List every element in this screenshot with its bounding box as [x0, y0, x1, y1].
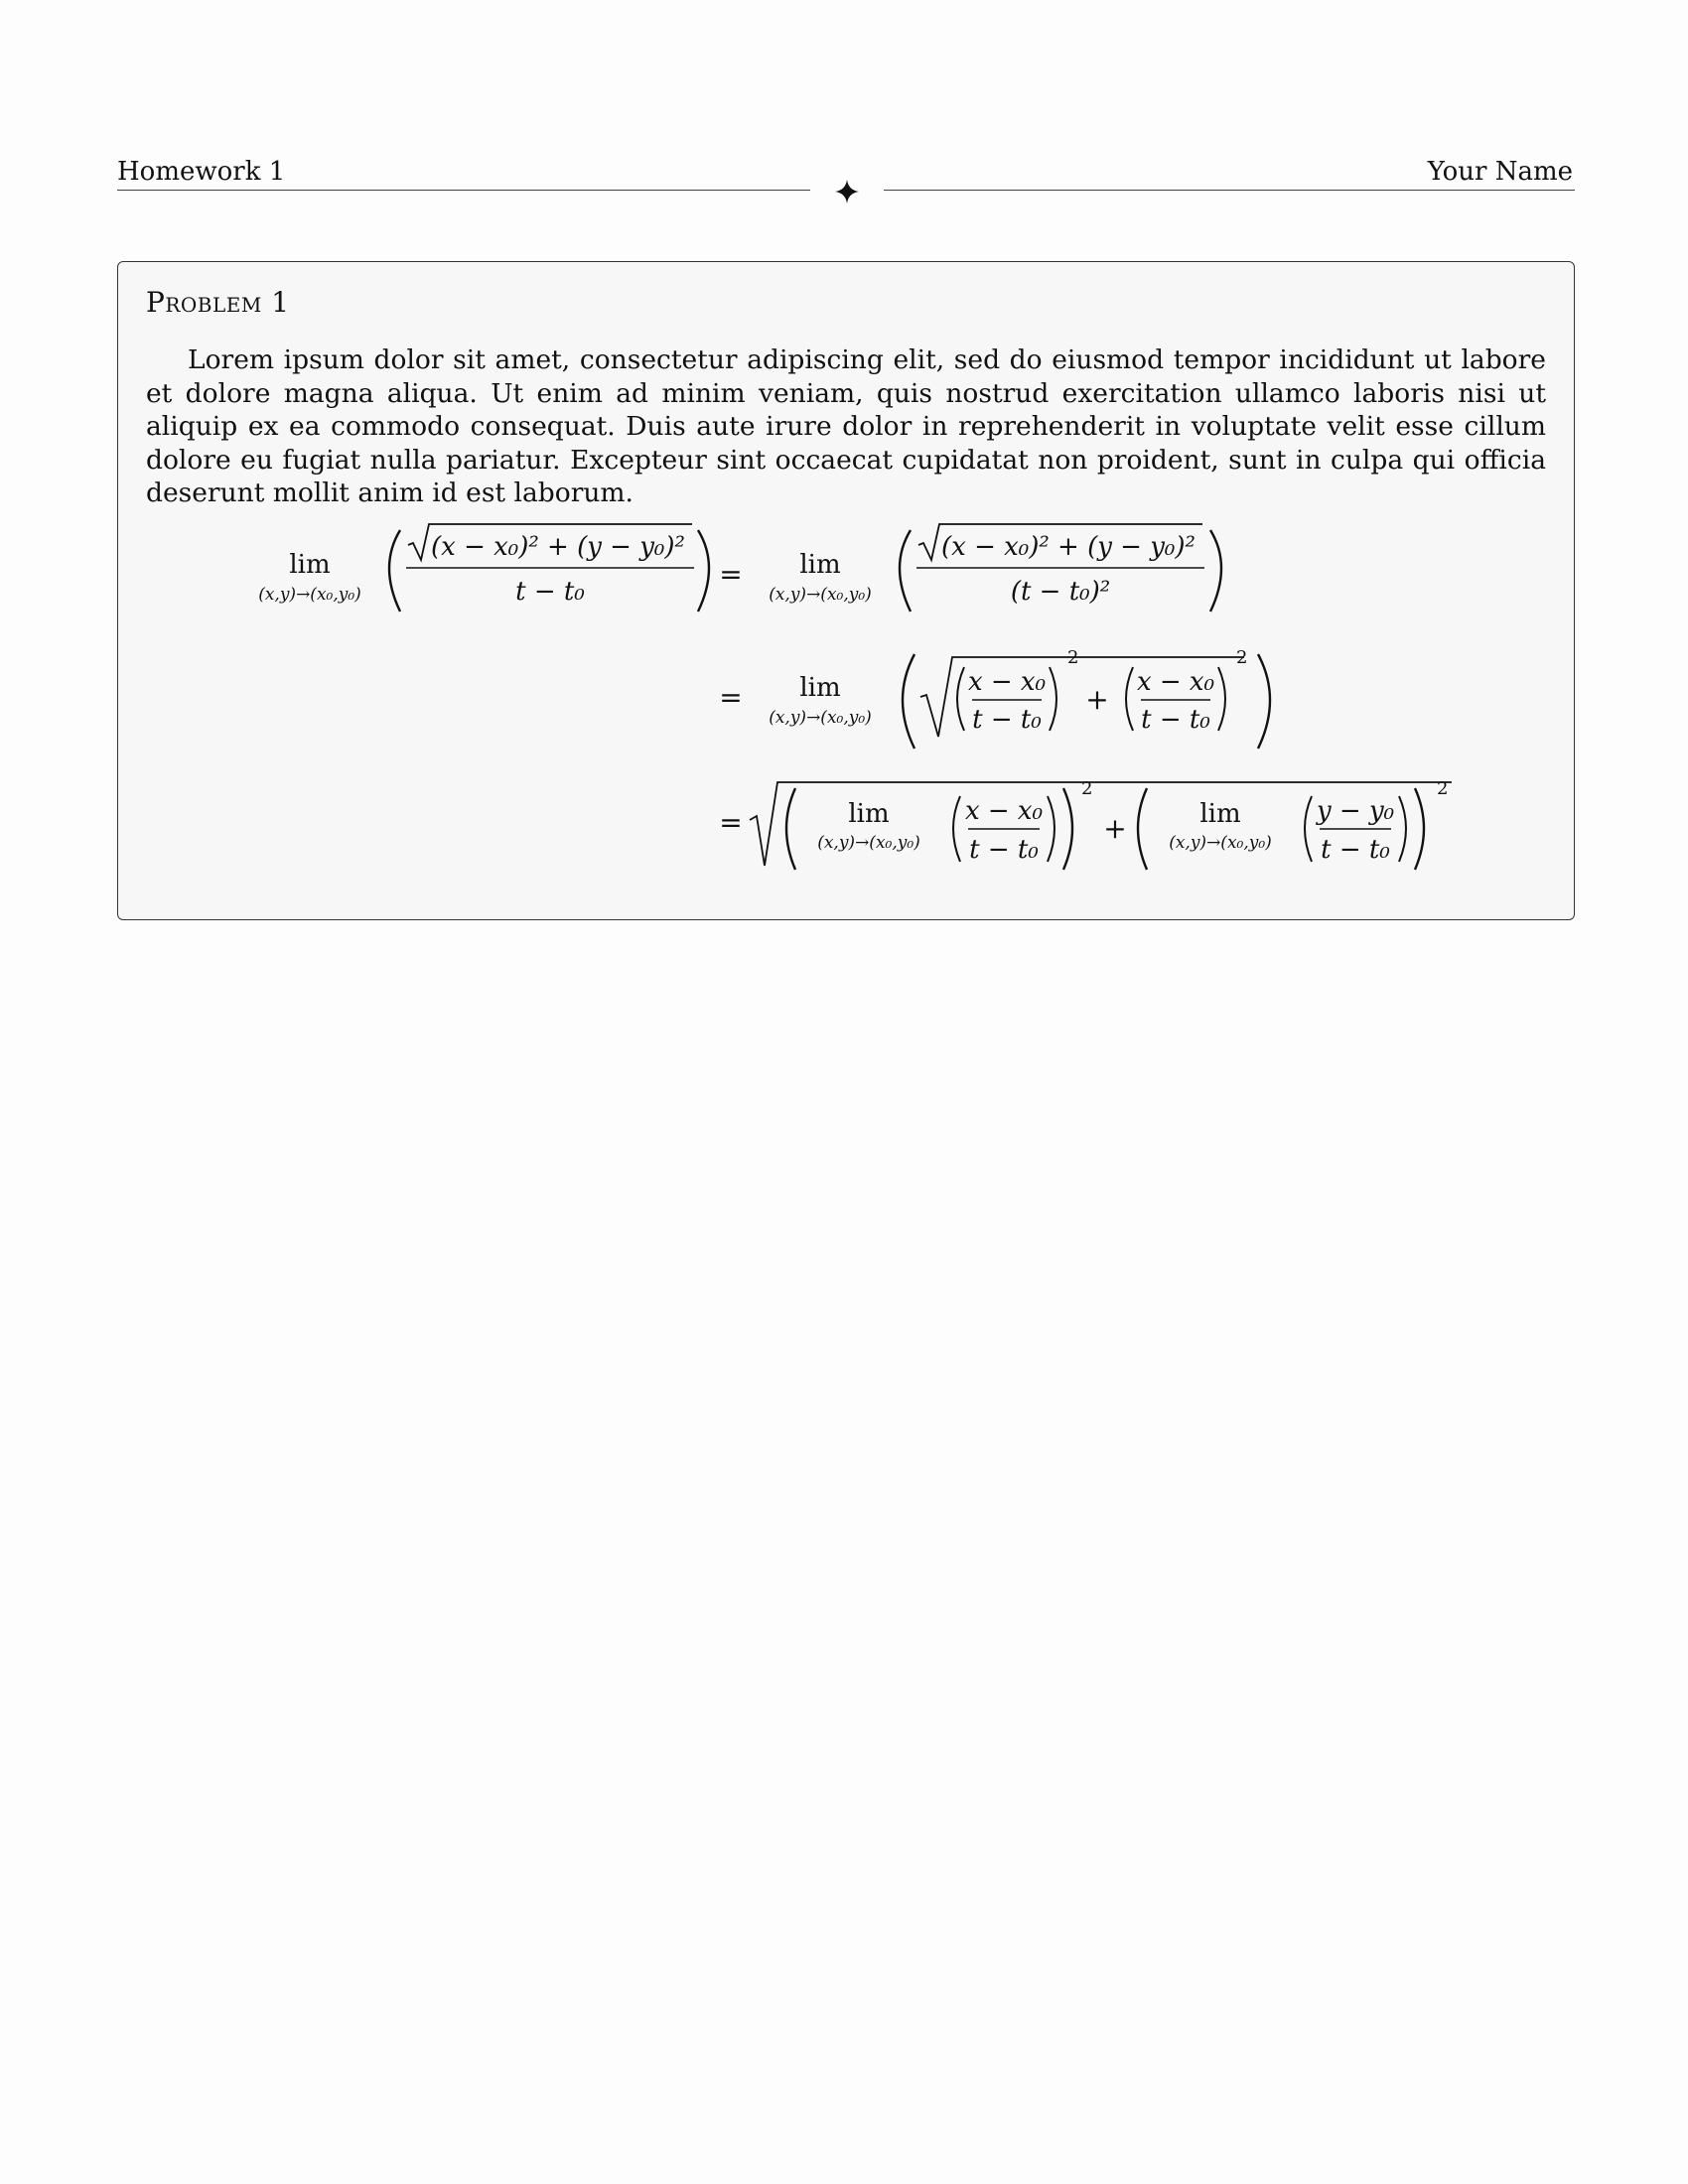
lim-subscript: (x,y)→(x₀,y₀): [817, 833, 920, 853]
left-paren-icon: [786, 788, 795, 870]
problem-box: [117, 261, 1575, 920]
left-paren-icon: [389, 530, 400, 612]
problem-title: Problem 1: [146, 286, 290, 319]
equation-line-3: [719, 778, 1452, 870]
lim-operator: lim: [848, 799, 890, 829]
fraction-numerator: x − x₀: [1136, 667, 1215, 697]
problem-text: Lorem ipsum dolor sit amet, consectetur adipiscing elit, sed do eiusmod tempor incididunt ut labore et dolore magna aliqua. Ut enim ad minim veniam, quis nostrud exercitation ullamco laboris nisi ut aliquip ex ea commodo consequat. Duis aute irure dolor in reprehenderit in voluptate velit esse cillum dolore eu fugiat nulla pariatur. Excepteur sint occaecat cupidatat non proident, sunt in culpa qui officia deserunt mollit anim id est laborum.: [146, 344, 1546, 508]
header-title: Homework 1: [117, 157, 286, 187]
right-paren-icon: [1218, 667, 1225, 731]
equals-sign: =: [719, 681, 743, 714]
left-paren-icon: [903, 654, 914, 749]
left-paren-icon: [1138, 788, 1147, 870]
lim-subscript: (x,y)→(x₀,y₀): [1169, 833, 1272, 853]
header-rule-right: [884, 190, 1575, 191]
right-paren-icon: [1399, 796, 1406, 862]
plus-sign: +: [1103, 812, 1127, 845]
lim-operator: lim: [289, 550, 331, 580]
right-paren-icon: [1210, 530, 1221, 612]
limit-equation: [118, 262, 1574, 919]
lim-operator: lim: [1199, 799, 1241, 829]
lim-subscript: (x,y)→(x₀,y₀): [769, 708, 872, 728]
equals-sign: =: [719, 806, 743, 839]
fraction-denominator: t − t₀: [972, 705, 1042, 735]
denominator: (t − t₀)²: [1010, 577, 1111, 607]
right-paren-icon: [698, 530, 709, 612]
right-paren-icon: [1063, 788, 1072, 870]
lim-subscript: (x,y)→(x₀,y₀): [258, 585, 361, 605]
left-paren-icon: [953, 796, 960, 862]
right-paren-icon: [1048, 796, 1055, 862]
equation-line-1: [258, 524, 1221, 612]
fraction-numerator: y − y₀: [1316, 796, 1395, 826]
right-paren-icon: [1050, 667, 1056, 731]
sqrt-argument: (x − x₀)² + (y − y₀)²: [941, 532, 1196, 562]
square-exponent: 2: [1236, 647, 1248, 668]
fraction-denominator: t − t₀: [1141, 705, 1210, 735]
header-author: Your Name: [1427, 157, 1573, 187]
fraction-numerator: x − x₀: [967, 667, 1047, 697]
lim-operator: lim: [799, 550, 841, 580]
square-exponent: 2: [1437, 778, 1449, 799]
header-rule-left: [117, 190, 810, 191]
right-paren-icon: [1258, 654, 1270, 749]
left-paren-icon: [1305, 796, 1312, 862]
sqrt-argument: (x − x₀)² + (y − y₀)²: [431, 532, 685, 562]
left-paren-icon: [900, 530, 911, 612]
plus-sign: +: [1085, 683, 1109, 716]
square-exponent: 2: [1067, 647, 1079, 668]
fraction-denominator: t − t₀: [969, 835, 1039, 865]
fraction-numerator: x − x₀: [964, 796, 1044, 826]
left-paren-icon: [1126, 667, 1133, 731]
lim-operator: lim: [799, 673, 841, 703]
star-ornament-icon: [832, 177, 862, 206]
left-paren-icon: [957, 667, 964, 731]
fraction-denominator: t − t₀: [1321, 835, 1390, 865]
denominator: t − t₀: [515, 577, 585, 607]
equals-sign: =: [719, 558, 743, 591]
square-exponent: 2: [1081, 778, 1093, 799]
lim-subscript: (x,y)→(x₀,y₀): [769, 585, 872, 605]
right-paren-icon: [1415, 788, 1424, 870]
equation-line-2: [719, 647, 1270, 749]
